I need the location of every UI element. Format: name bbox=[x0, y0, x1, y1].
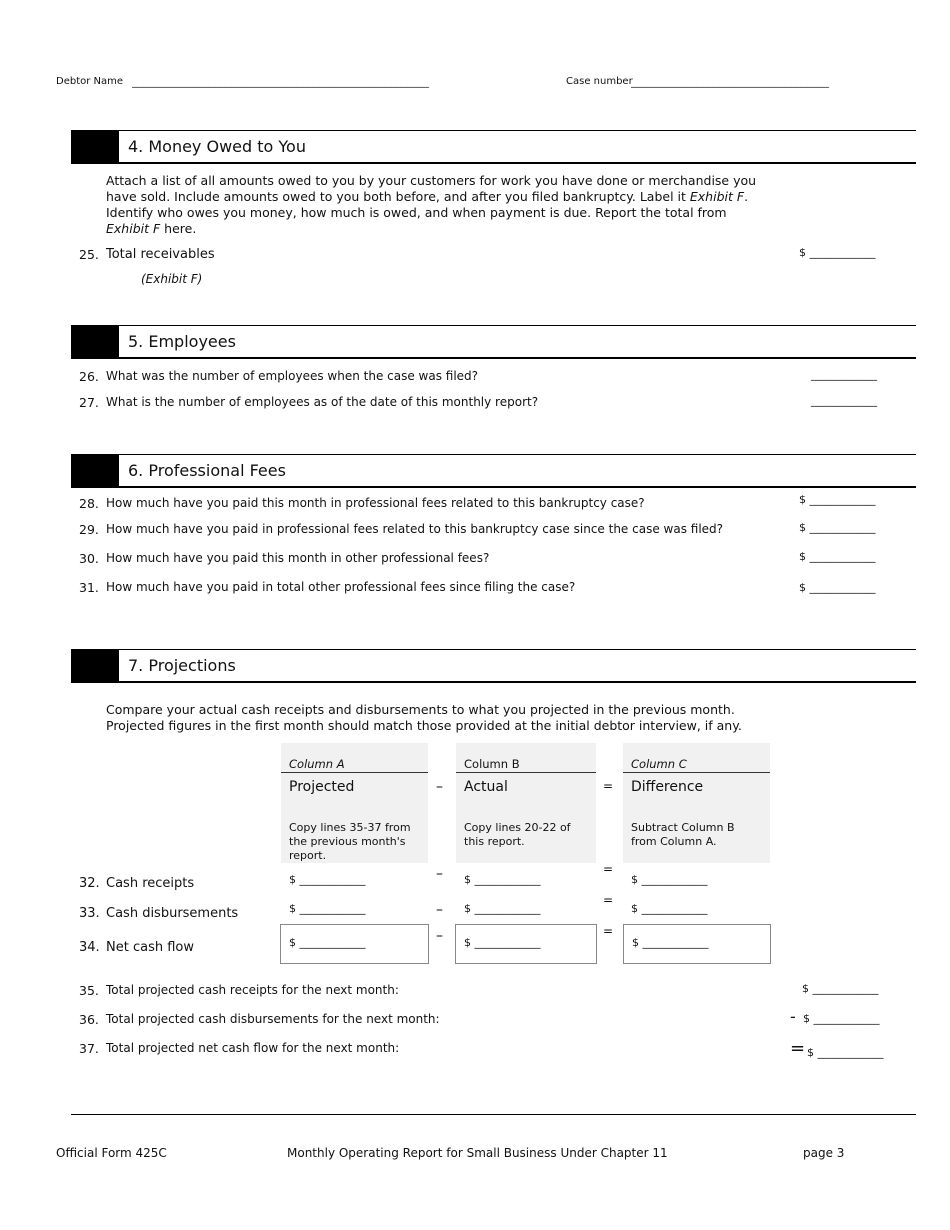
line-34-column-a-field[interactable]: $ ____________ bbox=[289, 936, 366, 949]
equals-operator: = bbox=[603, 924, 614, 938]
line-33-column-b-field[interactable]: $ ____________ bbox=[464, 902, 541, 915]
line-29-number: 29. bbox=[79, 522, 99, 537]
line-33-label: Cash disbursements bbox=[106, 906, 239, 921]
line-28-answer-field[interactable]: $ ____________ bbox=[799, 493, 876, 506]
section-6-title: 6. Professional Fees bbox=[128, 461, 286, 480]
line-34-column-b-field[interactable]: $ ____________ bbox=[464, 936, 541, 949]
equals-operator: = bbox=[790, 1038, 806, 1059]
equals-operator: = bbox=[603, 893, 614, 907]
minus-operator: - bbox=[790, 1007, 796, 1026]
line-25-label: Total receivables bbox=[106, 247, 215, 262]
column-a-title: Projected bbox=[289, 779, 355, 795]
column-divider bbox=[623, 772, 770, 773]
minus-operator: – bbox=[436, 866, 443, 882]
line-36-label: Total projected cash disbursements for the next month: bbox=[106, 1012, 440, 1026]
projections-instructions-line-2: Projected figures in the first month should match those provided at the initial debtor interview, if any. bbox=[106, 718, 742, 733]
equals-operator: = bbox=[603, 862, 614, 876]
line-37-number: 37. bbox=[79, 1041, 99, 1056]
exhibit-ref: Exhibit F bbox=[689, 189, 745, 204]
minus-operator: – bbox=[436, 928, 443, 944]
column-b-label: Column B bbox=[464, 757, 520, 771]
column-divider bbox=[281, 772, 428, 773]
line-27-number: 27. bbox=[79, 395, 99, 410]
column-c-title: Difference bbox=[631, 779, 704, 795]
line-32-column-b-field[interactable]: $ ____________ bbox=[464, 873, 541, 886]
line-26-answer-field[interactable]: ____________ bbox=[811, 368, 877, 381]
line-26-number: 26. bbox=[79, 369, 99, 384]
line-25-answer-field[interactable]: $ ____________ bbox=[799, 246, 876, 259]
minus-operator: – bbox=[436, 779, 443, 795]
line-30-answer-field[interactable]: $ ____________ bbox=[799, 550, 876, 563]
line-32-column-a-field[interactable]: $ ____________ bbox=[289, 873, 366, 886]
line-29-label: How much have you paid in professional fees related to this bankruptcy case since the case was filed? bbox=[106, 522, 724, 536]
line-32-column-c-field[interactable]: $ ____________ bbox=[631, 873, 708, 886]
section-marker bbox=[71, 650, 119, 681]
projections-instructions-line-1: Compare your actual cash receipts and disbursements to what you projected in the previous month. bbox=[106, 702, 735, 717]
line-25-number: 25. bbox=[79, 247, 99, 262]
line-34-column-b-box[interactable] bbox=[455, 924, 597, 964]
line-30-label: How much have you paid this month in other professional fees? bbox=[106, 551, 490, 565]
column-c-header bbox=[623, 743, 770, 863]
exhibit-ref: Exhibit F bbox=[106, 221, 161, 236]
line-33-number: 33. bbox=[79, 906, 100, 921]
line-33-column-c-field[interactable]: $ ____________ bbox=[631, 902, 708, 915]
line-36-number: 36. bbox=[79, 1012, 99, 1027]
debtor-name-label: Debtor Name bbox=[56, 76, 124, 87]
line-37-label: Total projected net cash flow for the next month: bbox=[106, 1041, 400, 1055]
column-b-title: Actual bbox=[464, 779, 508, 795]
case-number-label: Case number bbox=[566, 76, 633, 87]
instructions-text: . Identify who owes you money, how much is owed, and when payment is due. Report the total from bbox=[106, 189, 749, 220]
line-34-label: Net cash flow bbox=[106, 940, 194, 955]
line-31-answer-field[interactable]: $ ____________ bbox=[799, 581, 876, 594]
footer-page-number: page 3 bbox=[803, 1146, 845, 1160]
line-28-number: 28. bbox=[79, 496, 99, 511]
line-34-column-c-box[interactable] bbox=[623, 924, 771, 964]
section-6-header bbox=[71, 454, 916, 488]
line-27-answer-field[interactable]: ____________ bbox=[811, 394, 877, 407]
column-a-description: Copy lines 35-37 from the previous month's report. bbox=[289, 821, 411, 862]
footer-form-number: Official Form 425C bbox=[56, 1146, 167, 1160]
line-36-answer-field[interactable]: $ ____________ bbox=[803, 1012, 880, 1025]
section-5-title: 5. Employees bbox=[128, 332, 236, 351]
footer-divider bbox=[71, 1114, 916, 1115]
instructions-text: Attach a list of all amounts owed to you by your customers for work you have done or merchandise you have sold. Include amounts owed to you both before, and after you filed bankruptcy. Label it bbox=[106, 173, 757, 204]
column-a-header bbox=[281, 743, 428, 863]
line-25-exhibit: (Exhibit F) bbox=[141, 272, 203, 286]
column-divider bbox=[456, 772, 596, 773]
line-30-number: 30. bbox=[79, 551, 99, 566]
column-b-description: Copy lines 20-22 of this report. bbox=[464, 821, 571, 848]
section-marker bbox=[71, 455, 119, 486]
section-marker bbox=[71, 326, 119, 357]
line-31-label: How much have you paid in total other professional fees since filing the case? bbox=[106, 580, 576, 594]
section-4-header bbox=[71, 130, 916, 164]
section-7-title: 7. Projections bbox=[128, 656, 236, 675]
line-37-answer-field[interactable]: $ ____________ bbox=[807, 1046, 884, 1059]
line-29-answer-field[interactable]: $ ____________ bbox=[799, 521, 876, 534]
case-number-field[interactable]: ____________________________________ bbox=[631, 75, 829, 88]
line-35-answer-field[interactable]: $ ____________ bbox=[802, 982, 879, 995]
line-33-column-a-field[interactable]: $ ____________ bbox=[289, 902, 366, 915]
line-31-number: 31. bbox=[79, 580, 99, 595]
section-marker bbox=[71, 131, 119, 162]
line-32-number: 32. bbox=[79, 876, 100, 891]
line-35-label: Total projected cash receipts for the next month: bbox=[106, 983, 399, 997]
section-4-title: 4. Money Owed to You bbox=[128, 137, 306, 156]
line-34-column-a-box[interactable] bbox=[280, 924, 429, 964]
footer-form-title: Monthly Operating Report for Small Business Under Chapter 11 bbox=[287, 1146, 668, 1160]
instructions-text: here. bbox=[160, 221, 197, 236]
line-32-label: Cash receipts bbox=[106, 876, 195, 891]
column-c-description: Subtract Column B from Column A. bbox=[631, 821, 735, 848]
section-4-instructions bbox=[106, 173, 766, 237]
debtor-name-field[interactable]: ______________________________________________________ bbox=[132, 75, 429, 88]
column-c-label: Column C bbox=[631, 757, 687, 771]
minus-operator: – bbox=[436, 902, 443, 918]
line-27-label: What is the number of employees as of the date of this monthly report? bbox=[106, 395, 539, 409]
line-26-label: What was the number of employees when the case was filed? bbox=[106, 369, 479, 383]
column-b-header bbox=[456, 743, 596, 863]
section-5-header bbox=[71, 325, 916, 359]
line-28-label: How much have you paid this month in professional fees related to this bankruptcy case? bbox=[106, 496, 645, 510]
line-34-column-c-field[interactable]: $ ____________ bbox=[632, 936, 709, 949]
line-34-number: 34. bbox=[79, 940, 100, 955]
equals-operator: = bbox=[603, 779, 614, 793]
line-35-number: 35. bbox=[79, 983, 99, 998]
section-7-header bbox=[71, 649, 916, 683]
column-a-label: Column A bbox=[289, 757, 345, 771]
